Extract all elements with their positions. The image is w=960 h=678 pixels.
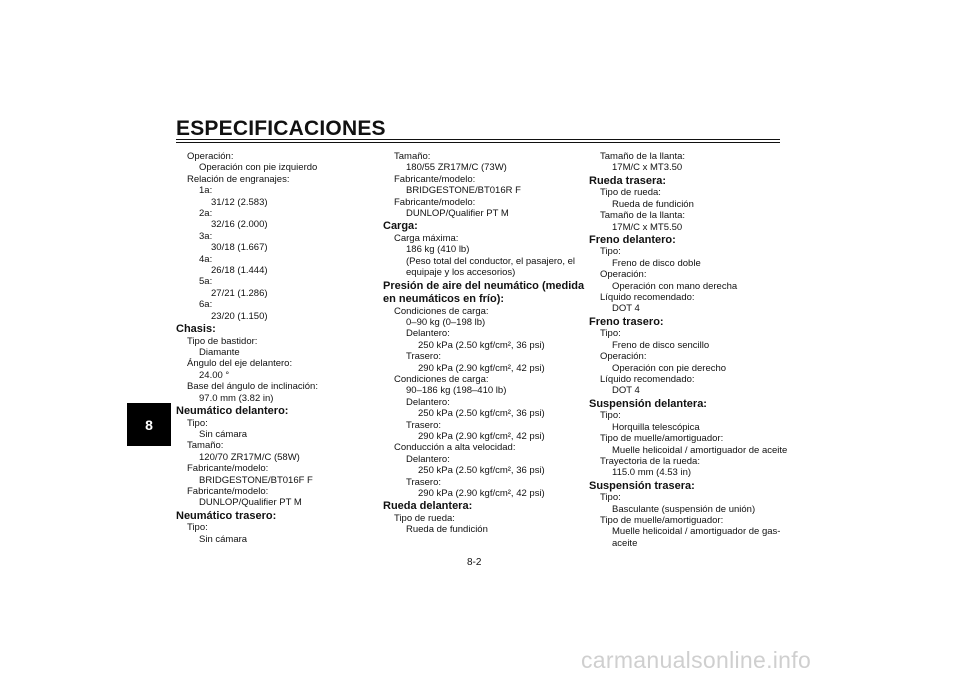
spec-label: Tipo:: [187, 522, 208, 534]
spec-label: Tipo de rueda:: [394, 512, 455, 524]
spec-value: Diamante: [199, 347, 240, 358]
page-title: ESPECIFICACIONES: [176, 117, 386, 140]
spec-value: 1a:: [199, 185, 213, 197]
spec-label: Fabricante/modelo:: [394, 196, 476, 208]
spec-label: Operación:: [600, 351, 647, 363]
spec-value: DUNLOP/Qualifier PT M: [199, 497, 302, 509]
spec-value: Operación con pie izquierdo: [199, 162, 318, 174]
spec-label: Fabricante/modelo:: [394, 173, 476, 185]
spec-value: 120/70 ZR17M/C (58W): [199, 451, 300, 463]
spec-column-3: [589, 151, 799, 549]
spec-value: Operación con mano derecha: [612, 280, 738, 292]
spec-value: 290 kPa (2.90 kgf/cm², 42 psi): [418, 362, 545, 374]
section-heading: Carga:: [383, 220, 418, 233]
spec-value: 23/20 (1.150): [211, 310, 268, 322]
section-heading: Chasis:: [176, 323, 216, 336]
spec-label: Líquido recomendado:: [600, 374, 695, 385]
spec-label: Líquido recomendado:: [600, 292, 695, 304]
spec-label: Tamaño:: [394, 151, 431, 162]
spec-label: Relación de engranajes:: [187, 173, 290, 185]
spec-column-1: [176, 151, 386, 545]
spec-label: Tamaño de la llanta:: [600, 210, 686, 222]
spec-value: 90–186 kg (198–410 lb): [406, 385, 507, 397]
section-heading: Rueda delantera:: [383, 500, 473, 513]
spec-label: Tipo:: [600, 410, 621, 422]
spec-label: Base del ángulo de inclinación:: [187, 381, 318, 393]
section-heading: Neumático delantero:: [176, 405, 289, 418]
spec-value: Rueda de fundición: [612, 198, 694, 210]
spec-value: Sin cámara: [199, 428, 248, 440]
spec-value: 6a:: [199, 299, 213, 311]
spec-label: Fabricante/modelo:: [187, 463, 269, 475]
spec-label: Tamaño de la llanta:: [600, 151, 686, 162]
spec-value: BRIDGESTONE/BT016R F: [406, 185, 521, 197]
spec-label: Tipo de bastidor:: [187, 335, 258, 347]
spec-value: 290 kPa (2.90 kgf/cm², 42 psi): [418, 488, 545, 500]
spec-value: 24.00 °: [199, 369, 230, 381]
section-heading: Presión de aire del neumático (medida: [383, 279, 585, 292]
spec-value: Trasero:: [406, 351, 442, 363]
spec-value: (Peso total del conductor, el pasajero, el: [406, 255, 575, 267]
spec-value: Horquilla telescópica: [612, 421, 700, 433]
section-heading: Suspensión trasera:: [589, 479, 695, 492]
spec-label: Condiciones de carga:: [394, 374, 489, 385]
spec-label: Fabricante/modelo:: [187, 485, 269, 497]
spec-label: Tipo:: [600, 492, 621, 504]
spec-value: 250 kPa (2.50 kgf/cm², 36 psi): [418, 465, 545, 477]
spec-value: 17M/C x MT5.50: [612, 221, 683, 233]
spec-value: Trasero:: [406, 476, 442, 488]
spec-label: Trayectoria de la rueda:: [600, 455, 700, 467]
spec-label: Tipo:: [187, 417, 208, 429]
spec-value: Muelle helicoidal / amortiguador de gas-: [612, 526, 781, 538]
spec-value: Freno de disco doble: [612, 257, 701, 269]
spec-label: Operación:: [600, 269, 647, 281]
spec-label: Conducción a alta velocidad:: [394, 442, 516, 454]
spec-label: Tipo:: [600, 328, 621, 340]
spec-value: aceite: [612, 537, 638, 549]
spec-value: Delantero:: [406, 453, 450, 465]
spec-label: Condiciones de carga:: [394, 305, 489, 317]
spec-label: Ángulo del eje delantero:: [187, 358, 293, 370]
spec-value: 97.0 mm (3.82 in): [199, 392, 274, 404]
spec-value: 17M/C x MT3.50: [612, 162, 683, 174]
footer-watermark: carmanualsonline.info: [581, 647, 812, 673]
spec-value: 3a:: [199, 230, 213, 242]
spec-value: 2a:: [199, 208, 213, 220]
spec-value: Muelle helicoidal / amortiguador de aceite: [612, 444, 788, 456]
spec-value: 4a:: [199, 253, 213, 265]
section-heading: Rueda trasera:: [589, 174, 667, 187]
spec-value: 290 kPa (2.90 kgf/cm², 42 psi): [418, 431, 545, 443]
section-heading: Neumático trasero:: [176, 509, 277, 522]
spec-value: equipaje y los accesorios): [406, 267, 516, 279]
spec-value: 31/12 (2.583): [211, 196, 268, 208]
spec-value: Rueda de fundición: [406, 524, 488, 536]
spec-value: 250 kPa (2.50 kgf/cm², 36 psi): [418, 339, 545, 351]
spec-label: Operación:: [187, 151, 234, 162]
spec-label: Tipo de rueda:: [600, 187, 661, 199]
spec-label: Tipo de muelle/amortiguador:: [600, 433, 724, 445]
spec-label: Tipo de muelle/amortiguador:: [600, 515, 724, 527]
spec-value: BRIDGESTONE/BT016F F: [199, 474, 313, 486]
chapter-tab: 8: [127, 403, 171, 446]
spec-value: DUNLOP/Qualifier PT M: [406, 208, 509, 220]
spec-value: Trasero:: [406, 419, 442, 431]
spec-value: Basculante (suspensión de unión): [612, 503, 756, 515]
page-number: 8-2: [467, 557, 482, 568]
spec-label: Tipo:: [600, 246, 621, 258]
spec-value: 5a:: [199, 276, 213, 288]
spec-value: Freno de disco sencillo: [612, 339, 710, 351]
spec-value: 27/21 (1.286): [211, 287, 268, 299]
spec-value: DOT 4: [612, 303, 640, 315]
spec-value: Delantero:: [406, 328, 450, 340]
spec-value: 186 kg (410 lb): [406, 244, 470, 256]
spec-label: Carga máxima:: [394, 232, 459, 244]
spec-value: 32/16 (2.000): [211, 219, 268, 231]
spec-value: 250 kPa (2.50 kgf/cm², 36 psi): [418, 408, 545, 420]
section-heading: Suspensión delantera:: [589, 397, 707, 410]
spec-value: Sin cámara: [199, 533, 248, 545]
spec-value: Delantero:: [406, 396, 450, 408]
spec-value: 115.0 mm (4.53 in): [612, 467, 692, 479]
spec-value: DOT 4: [612, 385, 640, 397]
section-heading: en neumáticos en frío):: [383, 293, 505, 306]
title-rule: [176, 139, 780, 143]
section-heading: Freno delantero:: [589, 233, 676, 246]
spec-value: 0–90 kg (0–198 lb): [406, 316, 486, 328]
spec-value: 26/18 (1.444): [211, 265, 268, 277]
section-heading: Freno trasero:: [589, 315, 664, 328]
spec-value: 180/55 ZR17M/C (73W): [406, 162, 507, 174]
spec-label: Tamaño:: [187, 440, 224, 452]
spec-value: Operación con pie derecho: [612, 362, 727, 374]
spec-column-2: [383, 151, 593, 536]
spec-value: 30/18 (1.667): [211, 242, 268, 254]
